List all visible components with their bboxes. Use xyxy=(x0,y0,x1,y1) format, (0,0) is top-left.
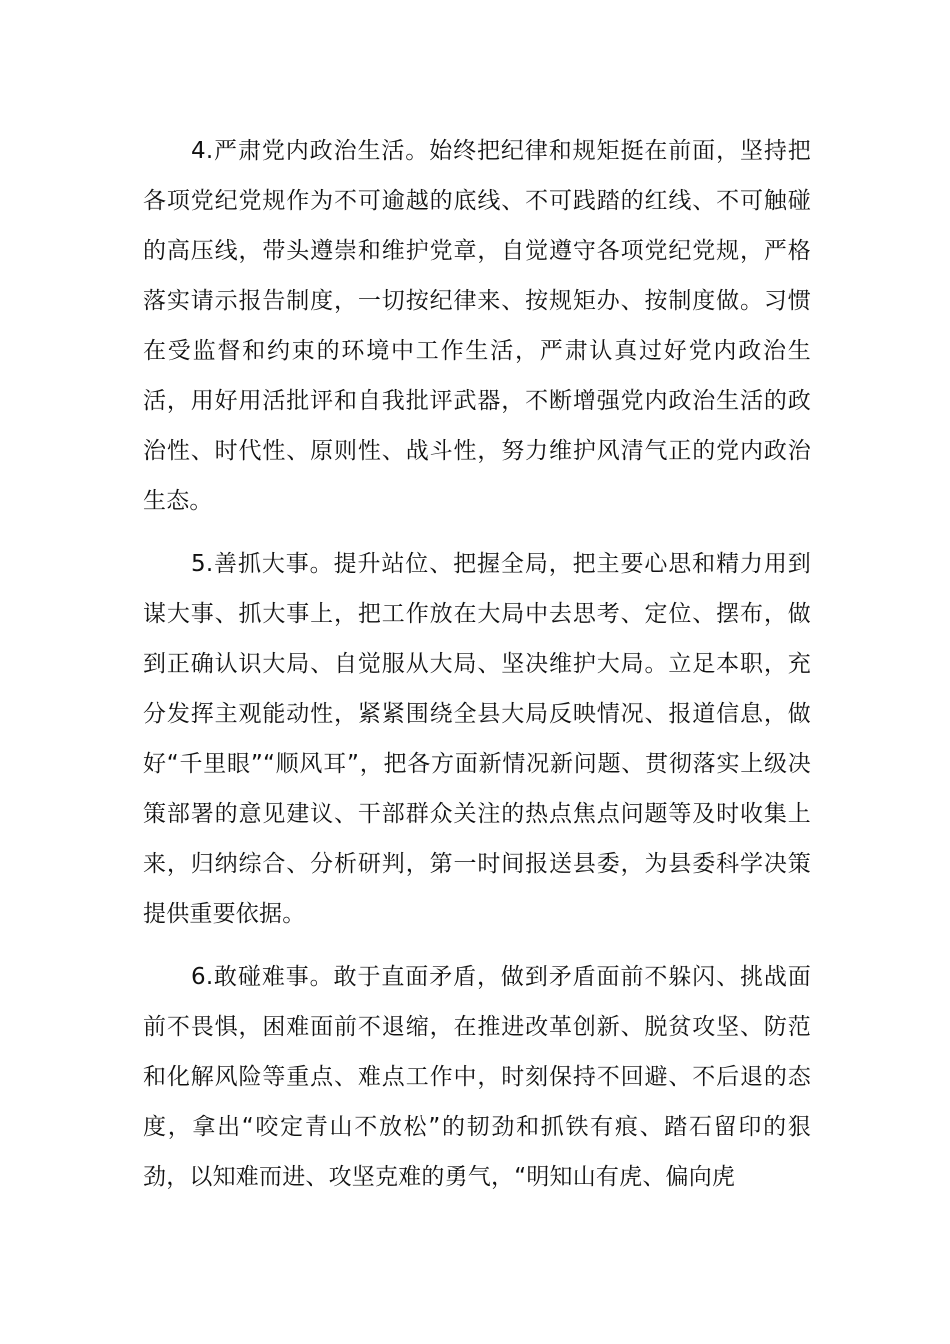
document-body xyxy=(143,126,811,1215)
paragraph-5: 5.善抓大事。提升站位、把握全局，把主要心思和精力用到谋大事、抓大事上，把工作放在大局中去思考、定位、摆布，做到正确认识大局、自觉服从大局、坚决维护大局。立足本职，充分发挥主观能动性，紧紧围绕全县大局反映情况、报道信息，做好“千里眼”“顺风耳”，把各方面新情况新问题、贯彻落实上级决策部署的意见建议、干部群众关注的热点焦点问题等及时收集上来，归纳综合、分析研判，第一时间报送县委，为县委科学决策提供重要依据。 xyxy=(143,551,811,927)
paragraph-6: 6.敢碰难事。敢于直面矛盾，做到矛盾面前不躲闪、挑战面前不畏惧，困难面前不退缩，在推进改革创新、脱贫攻坚、防范和化解风险等重点、难点工作中，时刻保持不回避、不后退的态度，拿出“咬定青山不放松”的韧劲和抓铁有痕、踏石留印的狠劲，以知难而进、攻坚克难的勇气，“明知山有虎、偏向虎 xyxy=(143,964,811,1190)
paragraph-4: 4.严肃党内政治生活。始终把纪律和规矩挺在前面，坚持把各项党纪党规作为不可逾越的底线、不可践踏的红线、不可触碰的高压线，带头遵崇和维护党章，自觉遵守各项党纪党规，严格落实请示报告制度，一切按纪律来、按规矩办、按制度做。习惯在受监督和约束的环境中工作生活，严肃认真过好党内政治生活，用好用活批评和自我批评武器，不断增强党内政治生活的政治性、时代性、原则性、战斗性，努力维护风清气正的党内政治生态。 xyxy=(143,138,811,514)
